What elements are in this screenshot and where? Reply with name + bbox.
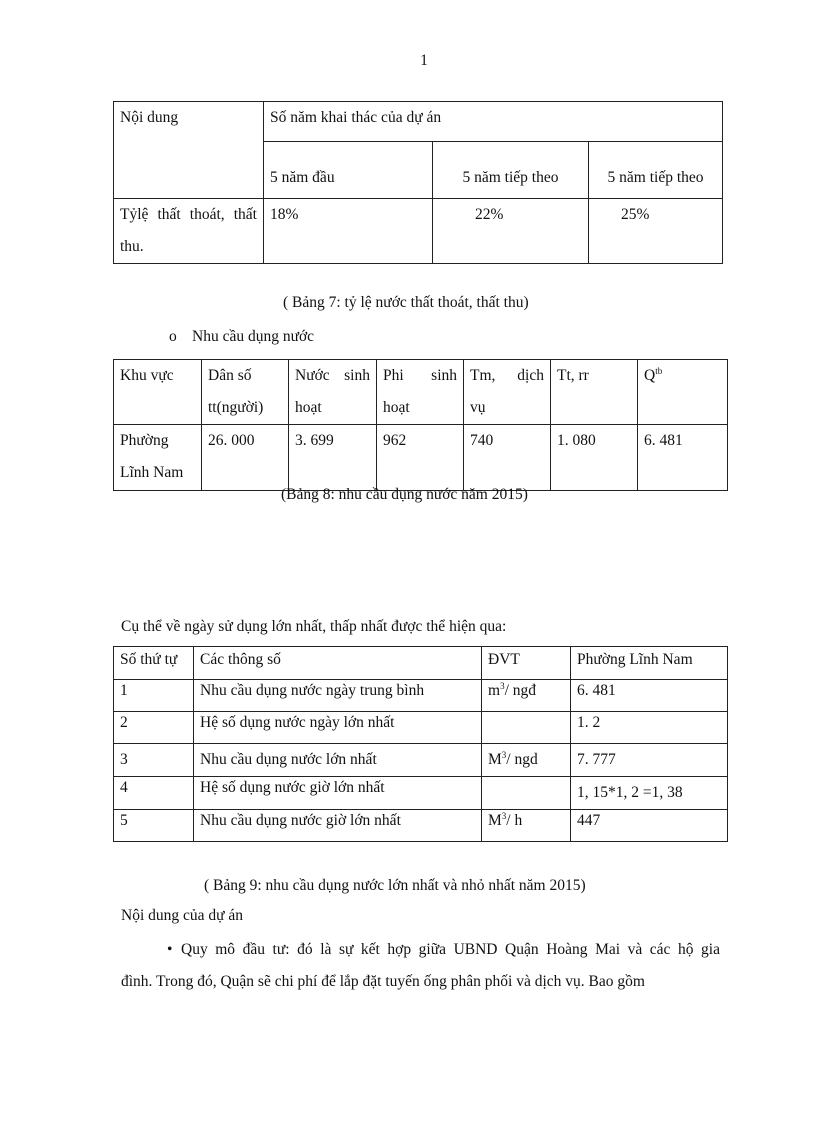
table9-row-no: 4 [114, 777, 194, 810]
table8-header-loss: Tt, rr [551, 360, 638, 425]
table9-row-unit: $m^3/$ ngđ [482, 680, 571, 712]
bullet-circle: o [169, 328, 177, 345]
table9-row-param: Nhu cầu dụng nước lớn nhất [194, 744, 482, 777]
table9-row-unit: $M^3/$ ngd [482, 744, 571, 777]
intro-table-9: Cụ thể về ngày sử dụng lớn nhất, thấp nhất được thể hiện qua: [121, 618, 507, 635]
table9-row-value: 7. 777 [571, 744, 728, 777]
table9-row-no: 1 [114, 680, 194, 712]
section-project-content: Nội dung của dự án [121, 907, 244, 924]
table-max-demand [113, 646, 728, 842]
table8-header-area: Khu vực [114, 360, 202, 425]
table9-row-param: Nhu cầu dụng nước giờ lớn nhất [194, 810, 482, 842]
table8-q: 6. 481 [638, 425, 728, 491]
caption-table-9: ( Bảng 9: nhu cầu dụng nước lớn nhất và nhỏ nhất năm 2015) [204, 877, 586, 894]
table8-loss: 1. 080 [551, 425, 638, 491]
table7-period-3: 5 năm tiếp theo [589, 142, 723, 199]
caption-table-7: ( Bảng 7: tỷ lệ nước thất thoát, thất thu) [283, 294, 529, 311]
table7-header-span: Số năm khai thác của dự án [264, 102, 723, 142]
page-number: 1 [420, 52, 428, 69]
table9-row-value: 6. 481 [571, 680, 728, 712]
table7-value-2: 22% [433, 199, 589, 264]
table9-row-param: Nhu cầu dụng nước ngày trung bình [194, 680, 482, 712]
table9-row-value: 1. 2 [571, 712, 728, 744]
table7-header-content: Nội dung [114, 102, 264, 199]
table8-header-q: $Q^{tb}$ [638, 360, 728, 425]
table8-header-non-domestic: Phi sinh hoạt [377, 360, 464, 425]
table7-value-1: 18% [264, 199, 433, 264]
table9-header-unit: ĐVT [482, 647, 571, 680]
table9-row-value: 1, 15*1, 2 =1, 38 [571, 777, 728, 810]
table7-row-label: Tỷlệ thất thoát, thất thu. [114, 199, 264, 264]
caption-table-8: (Bảng 8: nhu cầu dụng nước năm 2015) [281, 486, 528, 503]
table8-domestic: 3. 699 [289, 425, 377, 491]
table8-non-domestic: 962 [377, 425, 464, 491]
paragraph-line-1: Quy mô đầu tư: đó là sự kết hợp giữa UBND Quận Hoàng Mai và các hộ gia [181, 941, 720, 958]
bullet-dot: • [167, 941, 173, 958]
table9-row-param: Hệ số dụng nước ngày lớn nhất [194, 712, 482, 744]
table-loss-rate [113, 101, 723, 264]
table7-value-3: 25% [589, 199, 723, 264]
table9-row-unit [482, 712, 571, 744]
table9-row-unit: $M^3/$ h [482, 810, 571, 842]
table9-header-value: Phường Lĩnh Nam [571, 647, 728, 680]
table9-row-param: Hệ số dụng nước giờ lớn nhất [194, 777, 482, 810]
table-water-demand [113, 359, 728, 491]
table8-header-commerce: Tm, dịch vụ [464, 360, 551, 425]
table8-commerce: 740 [464, 425, 551, 491]
table8-population: 26. 000 [202, 425, 289, 491]
table9-row-no: 2 [114, 712, 194, 744]
table8-header-population: Dân số tt(người) [202, 360, 289, 425]
table7-period-2: 5 năm tiếp theo [433, 142, 589, 199]
paragraph-line-2: đình. Trong đó, Quận sẽ chi phí để lắp đặt tuyến ống phân phối và dịch vụ. Bao gồm [121, 973, 645, 990]
table8-header-domestic: Nước sinh hoạt [289, 360, 377, 425]
table9-row-no: 3 [114, 744, 194, 777]
table9-row-value: 447 [571, 810, 728, 842]
section-water-demand: Nhu cầu dụng nước [192, 328, 315, 345]
table9-row-no: 5 [114, 810, 194, 842]
table9-row-unit [482, 777, 571, 810]
table7-period-1: 5 năm đầu [264, 142, 433, 199]
table9-header-no: Số thứ tự [114, 647, 194, 680]
table8-area: Phường Lĩnh Nam [114, 425, 202, 491]
table9-header-param: Các thông số [194, 647, 482, 680]
